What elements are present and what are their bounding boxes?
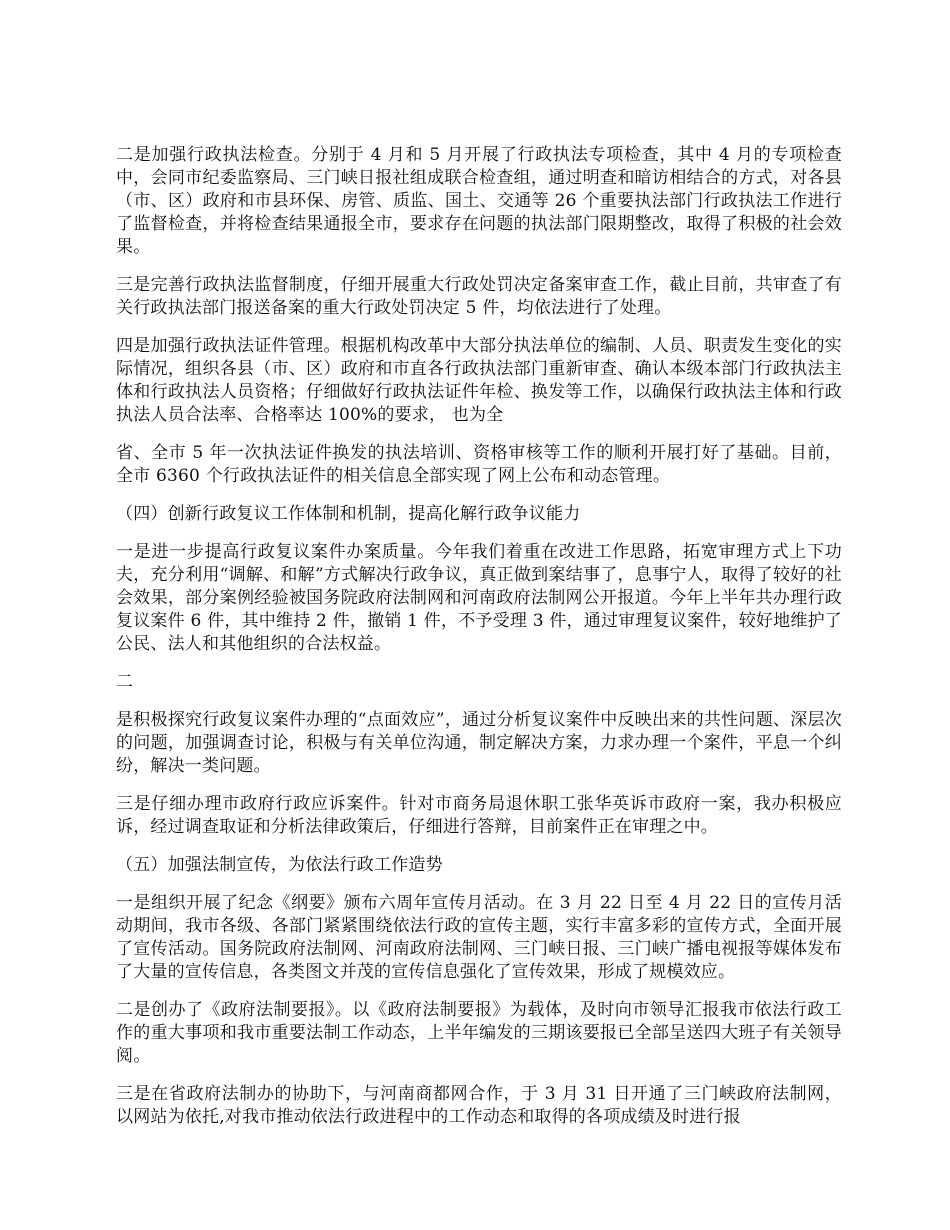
paragraph-law-enforcement-inspection: 二是加强行政执法检查。分别于 4 月和 5 月开展了行政执法专项检查，其中 4 月的专项检查中，会同市纪委监察局、三门峡日报社组成联合检查组，通过明查和暗访相结合的方式，对各县（市、区）政府和市县环保、房管、质监、国土、交通等 26 个重要执法部门行政执法工作进行了监督检查，并将检查结果通报全市，要求存在问题的执法部门限期整改，取得了积极的社会效果。 bbox=[116, 145, 842, 257]
paragraph-review-case-quality: 一是进一步提高行政复议案件办案质量。今年我们着重在改进工作思路，拓宽审理方式上下功夫，充分利用“调解、和解”方式解决行政争议，真正做到案结事了，息事宁人，取得了较好的社会效果，部分案例经验被国务院政府法制网和河南政府法制网公开报道。今年上半年共办理行政复议案件 6 件，其中维持 2 件，撤销 1 件，不予受理 3 件，通过审理复议案件，较好地维护了公民、法人和其他组织的合法权益。 bbox=[116, 542, 842, 654]
paragraph-certificate-management-continued: 省、全市 5 年一次执法证件换发的执法培训、资格审核等工作的顺利开展打好了基础。目前，全市 6360 个行政执法证件的相关信息全部实现了网上公布和动态管理。 bbox=[116, 443, 842, 486]
paragraph-legal-bulletin: 二是创办了《政府法制要报》。以《政府法制要报》为载体，及时向市领导汇报我市依法行政工作的重大事项和我市重要法制工作动态，上半年编发的三期该要报已全部呈送四大班子有关领导阅。 bbox=[116, 1000, 842, 1066]
paragraph-publicity-month: 一是组织开展了纪念《纲要》颁布六周年宣传月活动。在 3 月 22 日至 4 月 22 日的宣传月活动期间，我市各级、各部门紧紧围绕依法行政的宣传主题，实行丰富多彩的宣传方式，全面开展了宣传活动。国务院政府法制网、河南政府法制网、三门峡日报、三门峡广播电视报等媒体发布了大量的宣传信息，各类图文并茂的宣传信息强化了宣传效果，形成了规模效应。 bbox=[116, 893, 842, 982]
paragraph-response-cases: 三是仔细办理市政府行政应诉案件。针对市商务局退休职工张华英诉市政府一案，我办积极应诉，经过调查取证和分析法律政策后，仔细进行答辩，目前案件正在审理之中。 bbox=[116, 794, 842, 837]
document-body bbox=[116, 144, 842, 1144]
paragraph-fragment-two: 二 bbox=[116, 672, 134, 692]
section-heading-legal-publicity: （五）加强法制宣传，为依法行政工作造势 bbox=[116, 855, 443, 875]
paragraph-legal-website: 三是在省政府法制办的协助下，与河南商都网合作，于 3 月 31 日开通了三门峡政府法制网，以网站为依托,对我市推动依法行政进程中的工作动态和取得的各项成绩及时进行报 bbox=[116, 1084, 842, 1127]
paragraph-point-surface-effect: 是积极探究行政复议案件办理的“点面效应”，通过分析复议案件中反映出来的共性问题、深层次的问题，加强调查讨论，积极与有关单位沟通，制定解决方案，力求办理一个案件，平息一个纠纷，解决一类问题。 bbox=[116, 710, 842, 776]
paragraph-supervision-system: 三是完善行政执法监督制度，仔细开展重大行政处罚决定备案审查工作，截止目前，共审查了有关行政执法部门报送备案的重大行政处罚决定 5 件，均依法进行了处理。 bbox=[116, 275, 842, 318]
paragraph-certificate-management: 四是加强行政执法证件管理。根据机构改革中大部分执法单位的编制、人员、职责发生变化的实际情况，组织各县（市、区）政府和市直各行政执法部门重新审查、确认本级本部门行政执法主体和行政执法人员资格；仔细做好行政执法证件年检、换发等工作，以确保行政执法主体和行政执法人员合法率、合格率达 100%的要求， 也为全 bbox=[116, 336, 842, 425]
section-heading-administrative-review: （四）创新行政复议工作体制和机制，提高化解行政争议能力 bbox=[116, 504, 581, 524]
